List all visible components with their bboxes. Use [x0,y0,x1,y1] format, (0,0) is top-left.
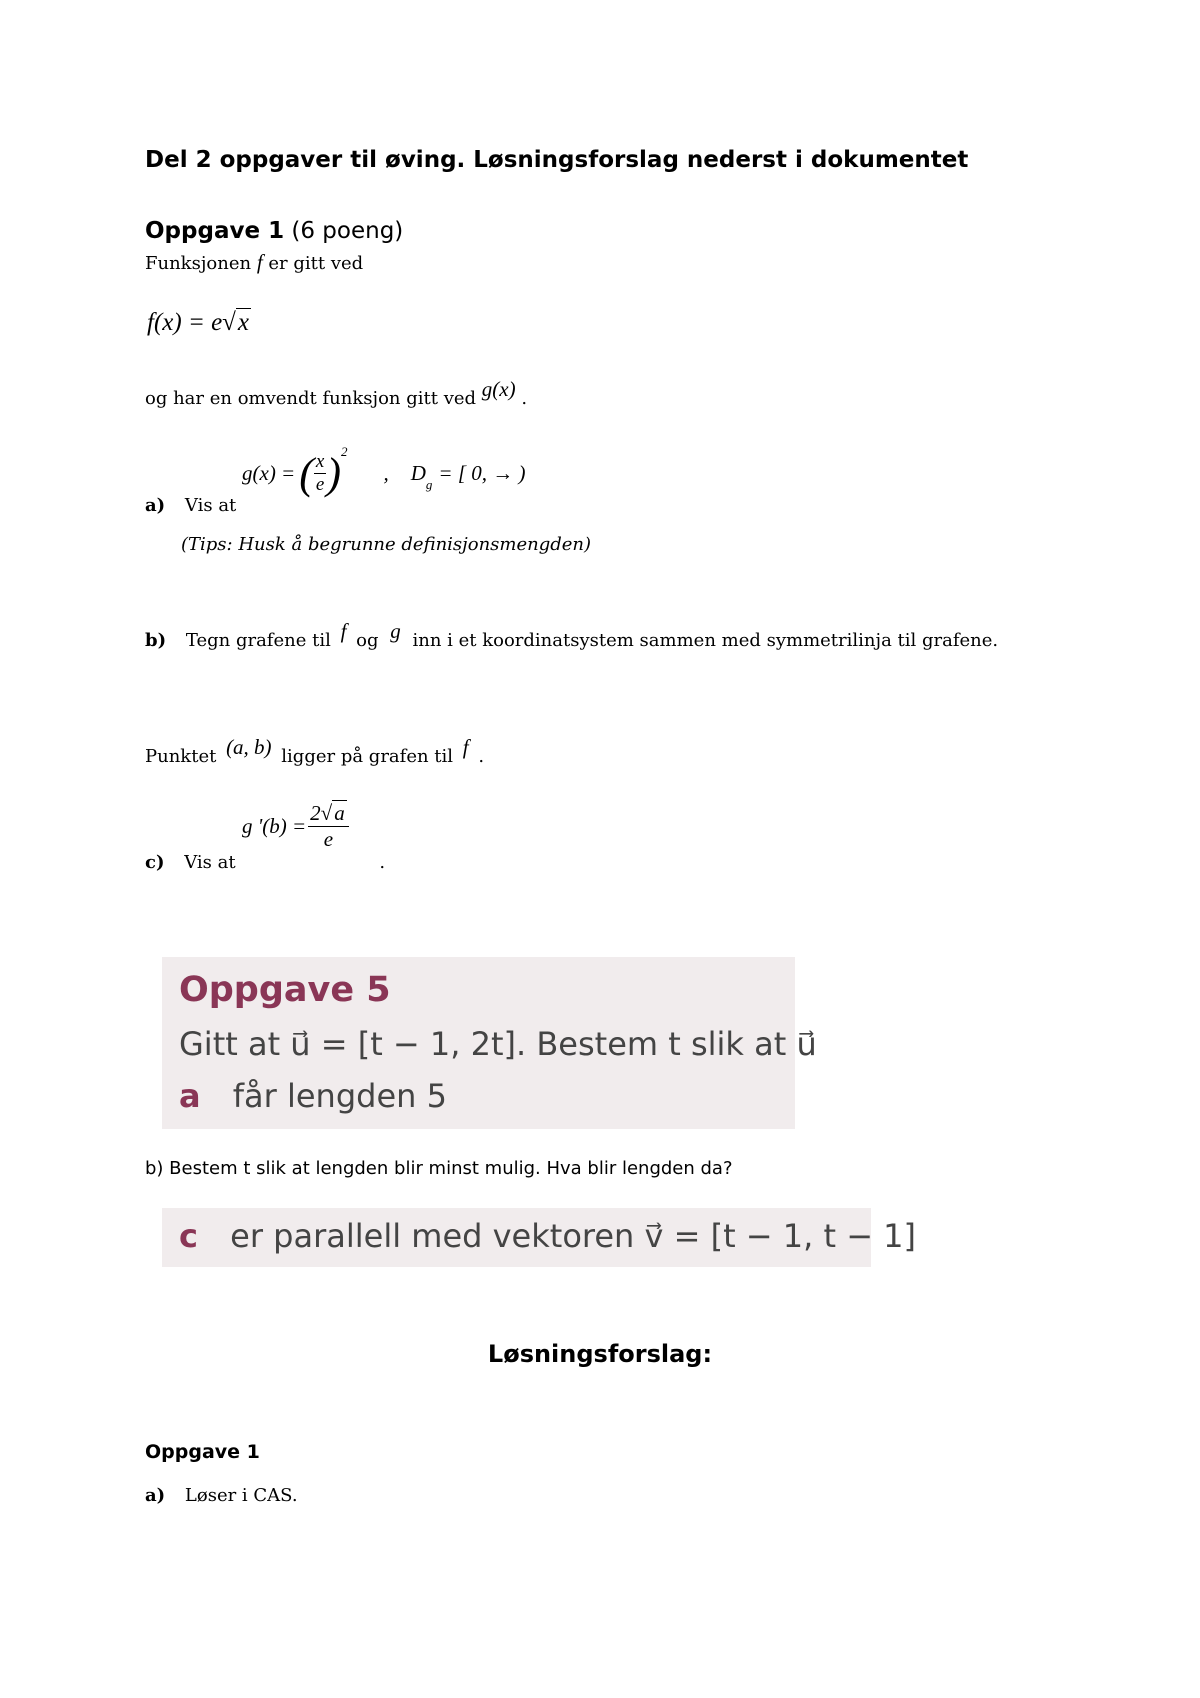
task5-a-text: får lengden 5 [232,1077,447,1115]
task1-c-label: c) [145,852,165,873]
solution-a-line [145,1485,298,1506]
task1-heading [145,218,403,244]
task1-a-label: a) [145,495,166,516]
point-end: . [478,746,485,767]
inverse-fn-g: g(x) [481,377,516,401]
task1-c-text: Vis at [184,852,236,873]
fraction-2sqrt-a-over-e: 2 √ a e [308,800,349,852]
domain-rhs: = [ 0, → ) [438,461,526,485]
task1-a-line [145,495,236,516]
task5-image-box [162,957,817,1129]
g-lhs: g(x) = [242,461,296,485]
task1-title: Oppgave 1 [145,218,285,244]
task5-a-label: a [179,1077,201,1115]
comma: , [383,461,389,485]
task1-a-text: Vis at [184,495,237,516]
exponent-2: 2 [340,444,348,459]
task5-a-line [179,1077,447,1115]
task1-points: (6 poeng) [291,218,404,244]
task1-b-text1: Tegn grafene til [185,630,331,651]
task1-b-fn-f: f [340,619,347,643]
task1-intro [145,250,363,275]
f-definition-lhs: f(x) = e [147,309,223,336]
solution-task-heading: Oppgave 1 [145,1441,260,1463]
task1-b-line [145,619,999,652]
solution-a-label: a) [145,1485,166,1506]
task5-c-image-box [162,1208,917,1267]
paren-right: ) [326,449,341,498]
sqrt-x: √ x [222,309,250,336]
page-title: Del 2 oppgaver til øving. Løsningsforslag nederst i dokumentet [145,147,969,173]
task5-c-text: er parallell med vektoren v⃗ = [t − 1, t − 1] [230,1217,917,1255]
task1-b-text2: og [356,630,379,651]
task1-c-line [145,852,385,873]
task1-a-tip: (Tips: Husk å begrunne definisjonsmengden) [181,534,592,555]
task1-b-text3: inn i et koordinatsystem sammen med symmetrilinja til grafene. [412,630,999,651]
task1-b-fn-g: g [390,619,401,643]
solution-heading: Løsningsforslag: [487,1340,713,1368]
inverse-line [145,377,528,410]
solution-a-text: Løser i CAS. [184,1485,298,1506]
g-definition [242,444,526,499]
c-equation [242,800,349,852]
task5-b-text: b) Bestem t slik at lengden blir minst mulig. Hva blir lengden da? [145,1158,733,1179]
f-definition [147,308,251,337]
task1-b-label: b) [145,630,167,651]
task5-c-line [179,1217,916,1255]
point-line [145,735,485,768]
intro-text-after: er gitt ved [268,253,364,274]
point-text1: Punktet [145,746,217,767]
c-lhs: g '(b) = [242,813,307,838]
point-text2: ligger på grafen til [281,746,454,767]
domain-D: D [410,461,426,485]
inverse-text: og har en omvendt funksjon gitt ved [145,388,477,409]
inverse-end: . [521,388,528,409]
task5-title: Oppgave 5 [179,970,391,1010]
intro-function-f: f [256,250,263,274]
point-fn-f: f [462,735,469,759]
intro-text-before: Funksjonen [145,253,252,274]
task5-line1: Gitt at u⃗ = [t − 1, 2t]. Bestem t slik at u⃗ [179,1025,817,1063]
task5-c-label: c [179,1217,198,1255]
point-ab: (a, b) [226,735,272,759]
paren-left: ( [299,449,314,498]
task1-c-end: . [379,852,386,873]
fraction-x-over-e: $\frac{x}{e}$ [315,451,325,495]
domain-subscript-g: g [425,477,433,492]
